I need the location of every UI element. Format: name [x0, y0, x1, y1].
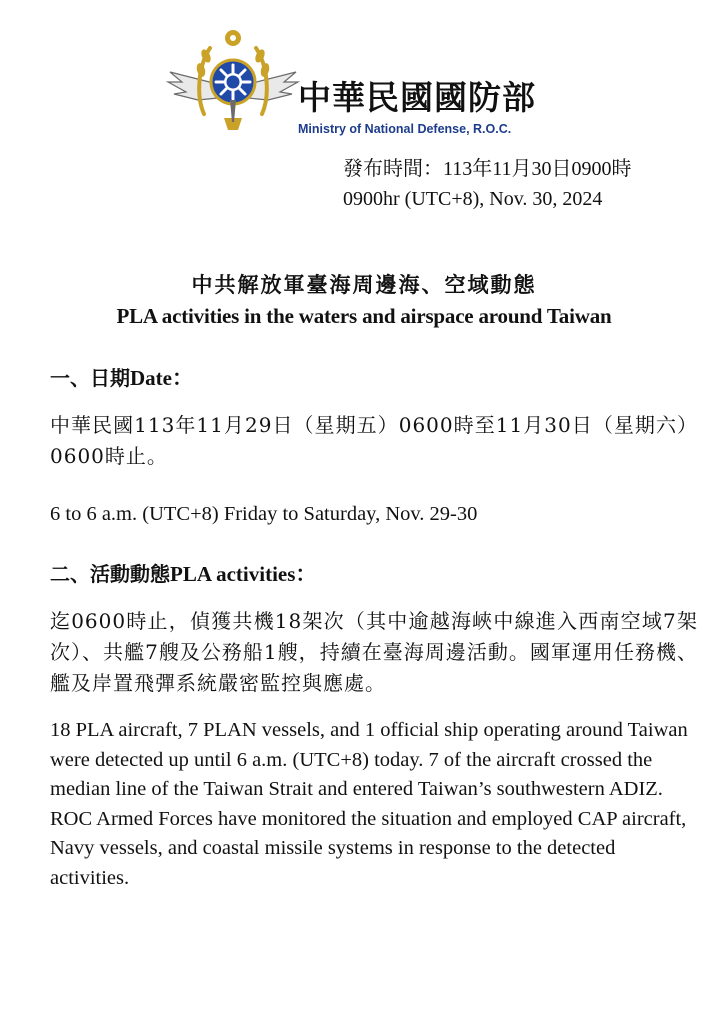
- title-en: PLA activities in the waters and airspace around Taiwan: [116, 304, 612, 328]
- activities-body-en: 18 PLA aircraft, 7 PLAN vessels, and 1 official ship operating around Taiwan were detected up until 6 a.m. (UTC+8) today. 7 of the aircraft crossed the median line of the Taiwan Strait and entered Taiwan’s southwestern ADIZ. ROC Armed Forces have monitored the situation and employed CAP aircraft, Navy vessels, and coastal missile systems in response to the detected activities.: [50, 719, 688, 889]
- section-heading-activities-en: PLA activities：: [170, 562, 317, 586]
- document-title: [0, 270, 728, 332]
- date-body-en: 6 to 6 a.m. (UTC+8) Friday to Saturday, Nov. 29-30: [50, 503, 478, 525]
- release-time-zh: 發布時間：113年11月30日0900時: [343, 158, 632, 180]
- section-heading-activities-zh: 二、活動動態: [50, 562, 170, 586]
- release-time: [343, 154, 632, 214]
- org-name-en: Ministry of National Defense, R.O.C.: [298, 122, 512, 136]
- section-heading-date-zh: 一、日期: [50, 366, 130, 390]
- release-time-en: 0900hr (UTC+8), Nov. 30, 2024: [343, 188, 603, 210]
- date-body-zh: 中華民國113年11月29日（星期五）0600時至11月30日（星期六）0600時止。: [50, 413, 698, 468]
- section-heading-activities: [50, 558, 316, 588]
- mnd-emblem-icon: [164, 26, 302, 134]
- section-heading-date: [50, 362, 193, 392]
- title-zh: 中共解放軍臺海周邊海、空域動態: [191, 272, 537, 297]
- org-name-zh: 中華民國國防部: [298, 78, 536, 117]
- page-header: [164, 26, 584, 136]
- section-heading-date-en: Date：: [130, 366, 193, 390]
- activities-body-zh: 迄0600時止，偵獲共機18架次（其中逾越海峽中線進入西南空域7架次）、共艦7艘及公務船1艘，持續在臺海周邊活動。國軍運用任務機、艦及岸置飛彈系統嚴密監控與應處。: [50, 609, 698, 695]
